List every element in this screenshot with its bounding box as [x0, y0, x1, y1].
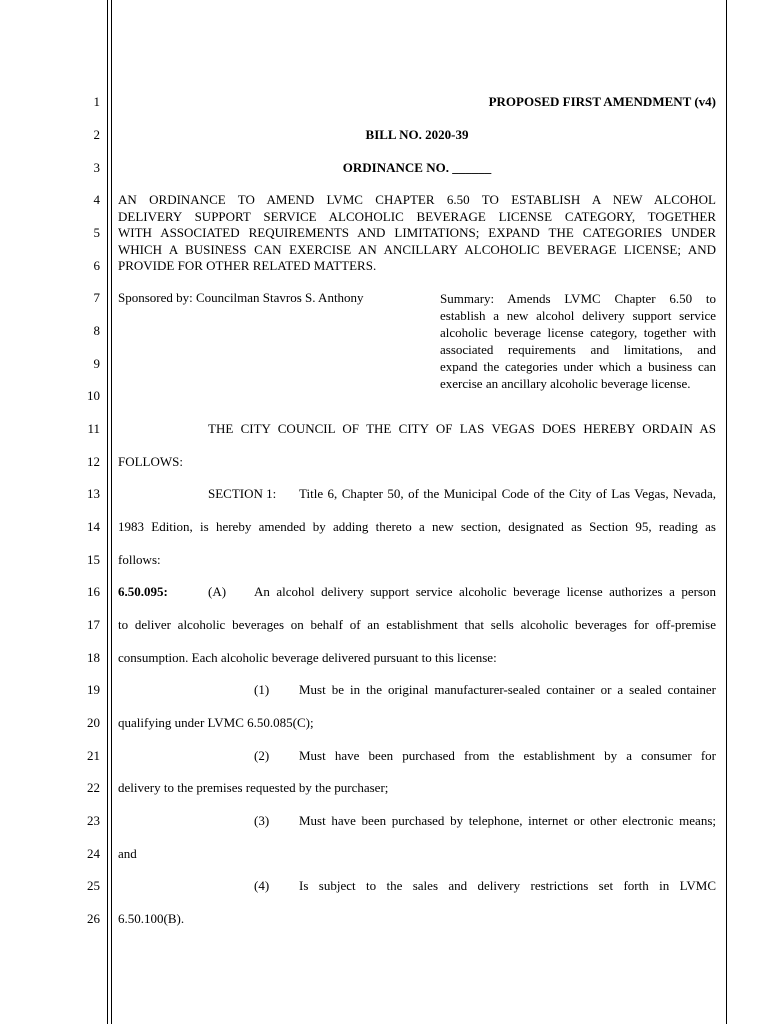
line-number: 2: [93, 127, 100, 142]
line-number: 18: [87, 650, 100, 665]
summary: [440, 290, 716, 392]
ordinance-number: ORDINANCE NO. ______: [342, 160, 492, 175]
line-number: 23: [87, 813, 100, 828]
right-margin-rule: [726, 0, 727, 1024]
item-text: delivery to the premises requested by the purchaser;: [118, 780, 389, 795]
sponsor: Sponsored by: Councilman Stavros S. Anthony: [118, 290, 364, 305]
section-label: SECTION 1:: [208, 486, 277, 501]
summary-line: Summary: Amends LVMC Chapter 6.50 to: [440, 291, 716, 306]
summary-line: expand the categories under which a business can: [440, 359, 716, 374]
line-number: 19: [87, 682, 100, 697]
line-number: 22: [87, 780, 100, 795]
line-number: 16: [87, 584, 100, 599]
bill-number: BILL NO. 2020-39: [365, 127, 469, 142]
item-text: and: [118, 846, 137, 861]
item-text: Must be in the original manufacturer-sealed container or a sealed container: [299, 682, 716, 697]
title-line: PROVIDE FOR OTHER RELATED MATTERS.: [118, 258, 377, 273]
left-margin-rule-inner: [111, 0, 112, 1024]
summary-line: associated requirements and limitations, and: [440, 342, 716, 357]
section-text: 1983 Edition, is hereby amended by adding thereto a new section, designated as Section 95, reading as: [118, 519, 716, 534]
line-number: 5: [93, 225, 100, 240]
line-number: 15: [87, 552, 100, 567]
section-text: Title 6, Chapter 50, of the Municipal Code of the City of Las Vegas, Nevada,: [299, 486, 716, 501]
subsection-text: An alcohol delivery support service alcoholic beverage license authorizes a person: [254, 584, 716, 599]
section-text: follows:: [118, 552, 161, 567]
line-number: 6: [93, 258, 100, 273]
line-number: 1: [93, 94, 100, 109]
amendment-heading: PROPOSED FIRST AMENDMENT (v4): [488, 94, 716, 109]
left-margin-rule: [107, 0, 108, 1024]
item-text: qualifying under LVMC 6.50.085(C);: [118, 715, 314, 730]
line-number: 17: [87, 617, 100, 632]
item-text: Must have been purchased by telephone, internet or other electronic means;: [299, 813, 716, 828]
item-text: 6.50.100(B).: [118, 911, 185, 926]
line-number: 14: [87, 519, 100, 534]
summary-line: alcoholic beverage license category, together with: [440, 325, 716, 340]
subsection-text: consumption. Each alcoholic beverage delivered pursuant to this license:: [118, 650, 497, 665]
ordain-clause-cont: FOLLOWS:: [118, 454, 183, 469]
ordain-clause: THE CITY COUNCIL OF THE CITY OF LAS VEGAS DOES HEREBY ORDAIN AS: [208, 421, 716, 436]
line-number: 8: [93, 323, 100, 338]
ordinance-title: [118, 192, 716, 275]
title-line: DELIVERY SUPPORT SERVICE ALCOHOLIC BEVERAGE LICENSE CATEGORY, TOGETHER: [118, 208, 716, 224]
item-number: (3): [254, 813, 270, 828]
line-number: 10: [87, 388, 100, 403]
item-number: (1): [254, 682, 270, 697]
line-number: 11: [87, 421, 100, 436]
line-number: 7: [93, 290, 100, 305]
line-number: 3: [93, 160, 100, 175]
item-text: Must have been purchased from the establishment by a consumer for: [299, 748, 716, 763]
summary-line: exercise an ancillary alcoholic beverage license.: [440, 376, 691, 391]
line-number: 9: [93, 356, 100, 371]
line-number: 24: [87, 846, 100, 861]
line-number: 20: [87, 715, 100, 730]
line-number: 13: [87, 486, 100, 501]
line-number: 26: [87, 911, 100, 926]
title-line: WITH ASSOCIATED REQUIREMENTS AND LIMITATIONS; EXPAND THE CATEGORIES UNDER: [118, 225, 716, 240]
section-number: 6.50.095:: [118, 584, 168, 599]
subsection-text: to deliver alcoholic beverages on behalf of an establishment that sells alcoholic beverages for off-premise: [118, 617, 716, 632]
title-line: AN ORDINANCE TO AMEND LVMC CHAPTER 6.50 TO ESTABLISH A NEW ALCOHOL: [118, 192, 716, 207]
line-number: 25: [87, 878, 100, 893]
subsection-label: (A): [208, 584, 227, 599]
line-number: 21: [87, 748, 100, 763]
item-number: (2): [254, 748, 270, 763]
item-number: (4): [254, 878, 270, 893]
item-text: Is subject to the sales and delivery restrictions set forth in LVMC: [299, 878, 716, 893]
line-number: 12: [87, 454, 100, 469]
title-line: WHICH A BUSINESS CAN EXERCISE AN ANCILLARY ALCOHOLIC BEVERAGE LICENSE; AND: [118, 241, 716, 257]
summary-line: establish a new alcohol delivery support service: [440, 308, 716, 323]
line-number: 4: [93, 192, 100, 207]
